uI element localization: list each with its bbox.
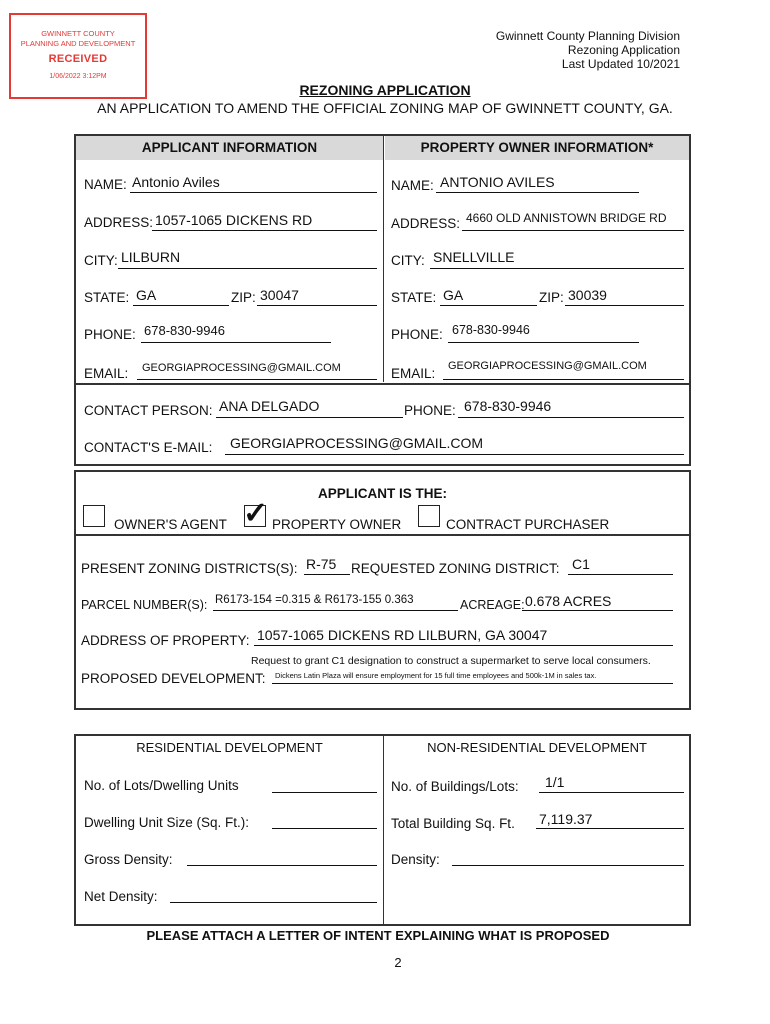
proposed-development[interactable]: Dickens Latin Plaza will ensure employment for 15 full time employees and 500k-1M in sales tax. (275, 671, 597, 680)
owner-state-label: STATE: (391, 290, 437, 305)
header-division: Gwinnett County Planning Division (495, 29, 680, 43)
applicant-address-line (152, 230, 377, 231)
owner-phone-line (448, 342, 639, 343)
owner-state-line (440, 305, 537, 306)
applicant-zip-line (257, 305, 377, 306)
gross-density-label: Gross Density: (84, 852, 173, 867)
contact-email-label: CONTACT'S E-MAIL: (84, 440, 213, 455)
owner-name-label: NAME: (391, 178, 434, 193)
applicant-name-label: NAME: (84, 177, 127, 192)
net-density-label: Net Density: (84, 889, 158, 904)
proposed-development-label: PROPOSED DEVELOPMENT: (81, 671, 266, 686)
owner-address-label: ADDRESS: (391, 216, 461, 231)
sqft-label: Total Building Sq. Ft. (391, 816, 515, 831)
owner-heading: PROPERTY OWNER INFORMATION* (385, 136, 689, 160)
owner-state[interactable]: GA (443, 287, 464, 303)
parcel-number[interactable]: R6173-154 =0.315 & R6173-155 0.363 (215, 594, 414, 606)
contact-phone-label: PHONE: (404, 403, 456, 418)
applicant-city[interactable]: LILBURN (121, 249, 181, 265)
page-title: REZONING APPLICATION (299, 82, 471, 98)
buildings-label: No. of Buildings/Lots: (391, 779, 519, 794)
sqft-value[interactable]: 7,119.37 (539, 811, 593, 827)
owner-address-line (462, 230, 684, 231)
page-number: 2 (394, 955, 402, 970)
density-label: Density: (391, 852, 440, 867)
present-zoning[interactable]: R-75 (306, 556, 337, 572)
owner-zip-line (565, 305, 684, 306)
proposed-note: Request to grant C1 designation to construct a supermarket to serve local consumers. (251, 655, 651, 667)
contact-email-line (225, 454, 684, 455)
applicant-phone-label: PHONE: (84, 327, 136, 342)
owner-phone-label: PHONE: (391, 327, 443, 342)
acreage[interactable]: 0.678 ACRES (525, 593, 612, 609)
gross-density-line (187, 865, 377, 866)
property-address-label: ADDRESS OF PROPERTY: (81, 633, 250, 648)
acreage-line (522, 610, 673, 611)
stamp-received: RECEIVED (48, 53, 108, 65)
applicant-name[interactable]: Antonio Aviles (132, 174, 220, 190)
owner-email-label: EMAIL: (391, 366, 436, 381)
requested-zoning-label: REQUESTED ZONING DISTRICT: (351, 561, 560, 576)
net-density-line (170, 902, 377, 903)
owner-zip-label: ZIP: (539, 290, 564, 305)
acreage-label: ACREAGE: (460, 598, 525, 612)
sqft-line (536, 828, 684, 829)
buildings-value[interactable]: 1/1 (545, 774, 565, 790)
owner-phone[interactable]: 678-830-9946 (452, 323, 530, 337)
applicant-address-label: ADDRESS: (84, 215, 154, 230)
lots-label: No. of Lots/Dwelling Units (84, 778, 239, 793)
applicant-state[interactable]: GA (136, 287, 157, 303)
present-zoning-label: PRESENT ZONING DISTRICTS(S): (81, 561, 298, 576)
owner-zip[interactable]: 30039 (568, 287, 607, 303)
proposed-development-line (272, 683, 673, 684)
nonresidential-heading: NON-RESIDENTIAL DEVELOPMENT (427, 740, 647, 755)
footer-note: PLEASE ATTACH A LETTER OF INTENT EXPLAINING WHAT IS PROPOSED (146, 928, 610, 943)
contact-person-label: CONTACT PERSON: (84, 403, 213, 418)
owners-agent-label: OWNER'S AGENT (114, 517, 227, 532)
property-address[interactable]: 1057-1065 DICKENS RD LILBURN, GA 30047 (257, 627, 548, 643)
applicant-state-label: STATE: (84, 290, 130, 305)
applicant-email-line (137, 379, 377, 380)
contact-phone[interactable]: 678-830-9946 (464, 398, 552, 414)
applicant-type-divider (76, 534, 689, 536)
unit-size-line (272, 828, 377, 829)
contact-divider (76, 383, 689, 385)
applicant-zip[interactable]: 30047 (260, 287, 299, 303)
applicant-state-line (133, 305, 229, 306)
owner-city-label: CITY: (391, 253, 425, 268)
residential-heading: RESIDENTIAL DEVELOPMENT (136, 740, 323, 755)
contract-purchaser-checkbox[interactable] (418, 505, 440, 527)
parcel-line (213, 610, 458, 611)
applicant-address[interactable]: 1057-1065 DICKENS RD (155, 212, 313, 228)
applicant-heading: APPLICANT INFORMATION (76, 136, 383, 160)
unit-size-label: Dwelling Unit Size (Sq. Ft.): (84, 815, 250, 830)
applicant-email-label: EMAIL: (84, 366, 129, 381)
applicant-is-heading: APPLICANT IS THE: (317, 486, 447, 501)
applicant-city-line (118, 268, 377, 269)
column-divider (383, 136, 384, 382)
owner-name[interactable]: ANTONIO AVILES (440, 174, 555, 190)
applicant-city-label: CITY: (84, 253, 118, 268)
contact-person[interactable]: ANA DELGADO (219, 398, 320, 414)
stamp-datetime: 1/06/2022 3:12PM (49, 73, 107, 80)
applicant-name-line (130, 192, 377, 193)
stamp-county: GWINNETT COUNTY (41, 29, 115, 38)
contact-person-line (216, 417, 403, 418)
parcel-label: PARCEL NUMBER(S): (81, 598, 208, 612)
stamp-dept: PLANNING AND DEVELOPMENT (20, 39, 136, 48)
contact-phone-line (458, 417, 684, 418)
buildings-line (539, 792, 684, 793)
property-address-line (254, 645, 673, 646)
applicant-zip-label: ZIP: (231, 290, 256, 305)
development-divider (383, 736, 384, 924)
header-updated: Last Updated 10/2021 (561, 57, 680, 71)
owner-city[interactable]: SNELLVILLE (433, 249, 515, 265)
owners-agent-checkbox[interactable] (83, 505, 105, 527)
owner-name-line (436, 192, 639, 193)
density-line (452, 865, 684, 866)
property-owner-checkbox[interactable] (243, 497, 269, 530)
applicant-email[interactable]: GEORGIAPROCESSING@GMAIL.COM (142, 362, 341, 374)
property-owner-label: PROPERTY OWNER (272, 517, 402, 532)
header-info (496, 29, 680, 71)
applicant-phone-line (141, 342, 331, 343)
owner-email[interactable]: GEORGIAPROCESSING@GMAIL.COM (448, 360, 647, 372)
lots-line (272, 792, 377, 793)
applicant-phone[interactable]: 678-830-9946 (144, 323, 225, 338)
owner-city-line (430, 268, 684, 269)
contact-email[interactable]: GEORGIAPROCESSING@GMAIL.COM (230, 435, 484, 451)
contract-purchaser-label: CONTRACT PURCHASER (446, 517, 610, 532)
owner-email-line (443, 379, 684, 380)
header-form: Rezoning Application (567, 43, 680, 57)
requested-zoning-line (568, 574, 673, 575)
check-icon: ✓ (243, 497, 269, 530)
page-subtitle: AN APPLICATION TO AMEND THE OFFICIAL ZONING MAP OF GWINNETT COUNTY, GA. (97, 100, 673, 116)
requested-zoning[interactable]: C1 (572, 556, 590, 572)
owner-address[interactable]: 4660 OLD ANNISTOWN BRIDGE RD (466, 211, 667, 225)
present-zoning-line (304, 574, 350, 575)
